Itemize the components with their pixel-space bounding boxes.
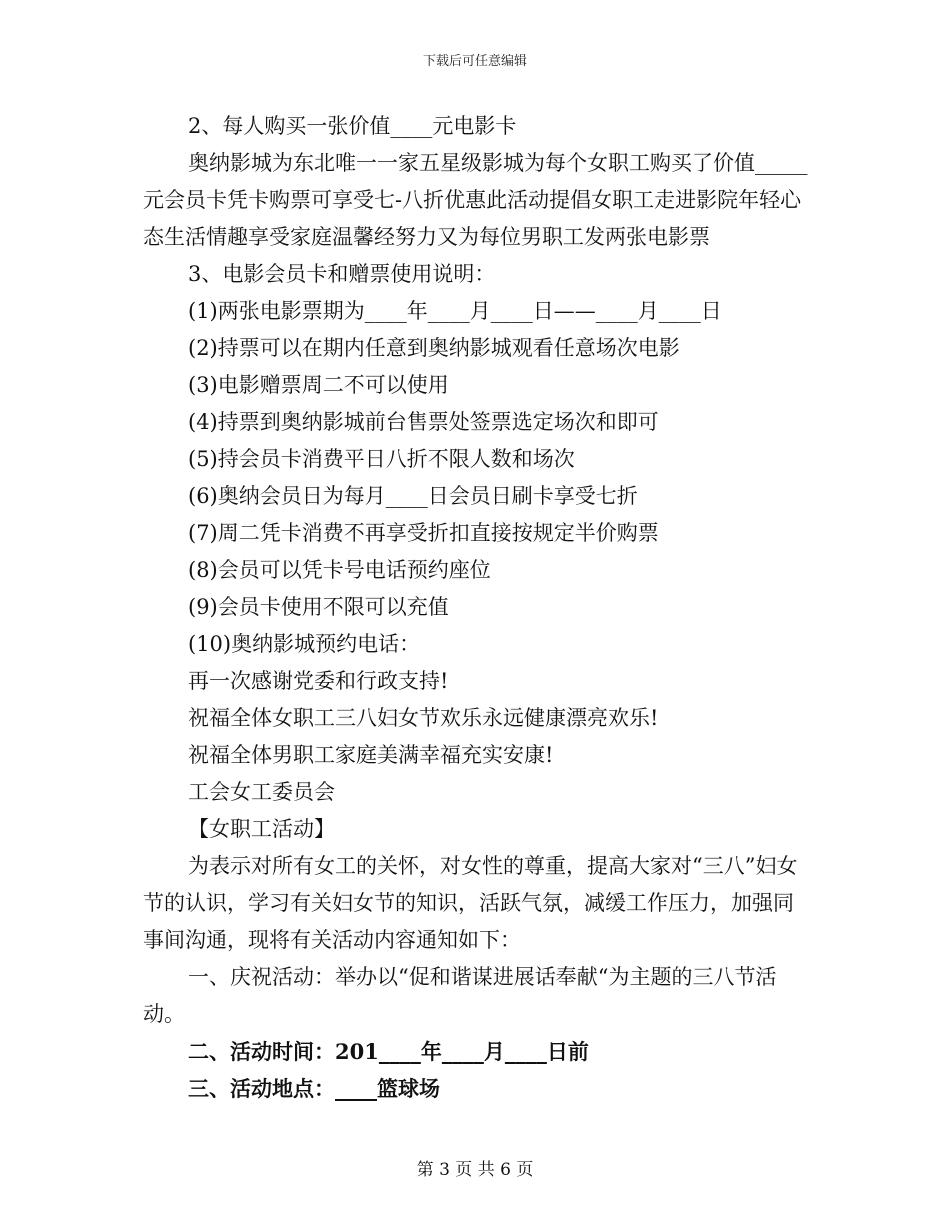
list-item: (8)会员可以凭卡号电话预约座位 — [188, 558, 491, 582]
list-item: (1)两张电影票期为____年____月____日——____月____日 — [188, 299, 722, 323]
page-footer: 第 3 页 共 6 页 — [416, 1160, 534, 1180]
intro-paragraph: 为表示对所有女工的关怀，对女性的尊重，提高大家对“三八”妇女节的认识，学习有关妇女节的知识，活跃气氛，减缓工作压力，加强同事间沟通，现将有关活动内容通知如下： — [143, 854, 798, 952]
list-item: (2)持票可以在期内任意到奥纳影城观看任意场次电影 — [188, 336, 680, 360]
document-body — [143, 108, 808, 1107]
page-header: 下载后可任意编辑 — [422, 54, 527, 69]
list-item: (7)周二凭卡消费不再享受折扣直接按规定半价购票 — [188, 521, 659, 545]
list-item: (6)奥纳会员日为每月____日会员日刷卡享受七折 — [188, 484, 638, 508]
activity-time: 二、活动时间：201____年____月____日前 — [188, 1039, 589, 1064]
wish-women: 祝福全体女职工三八妇女节欢乐永远健康漂亮欢乐! — [188, 706, 659, 730]
paragraph-cinema-description: 奥纳影城为东北唯一一家五星级影城为每个女职工购买了价值_____元会员卡凭卡购票可享受七-八折优惠此活动提倡女职工走进影院年轻心态生活情趣享受家庭温馨经努力又为每位男职工发两张电影票 — [143, 151, 808, 249]
activity-location: 三、活动地点：____篮球场 — [188, 1076, 440, 1101]
list-item: (3)电影赠票周二不可以使用 — [188, 373, 449, 397]
list-item: (4)持票到奥纳影城前台售票处签票选定场次和即可 — [188, 410, 659, 434]
list-item: (10)奥纳影城预约电话： — [188, 632, 421, 656]
wish-men: 祝福全体男职工家庭美满幸福充实安康! — [188, 743, 554, 767]
list-item: (9)会员卡使用不限可以充值 — [188, 595, 449, 619]
activity-item: 一、庆祝活动：举办以“促和谐谋进展话奉献“为主题的三八节活动。 — [143, 965, 777, 1026]
thanks-line: 再一次感谢党委和行政支持! — [188, 669, 449, 693]
signature: 工会女工委员会 — [188, 780, 335, 804]
paragraph-usage-heading: 3、电影会员卡和赠票使用说明： — [188, 262, 496, 286]
section-title: 【女职工活动】 — [188, 817, 335, 841]
list-item: (5)持会员卡消费平日八折不限人数和场次 — [188, 447, 575, 471]
paragraph-card-price: 2、每人购买一张价值____元电影卡 — [188, 114, 517, 138]
